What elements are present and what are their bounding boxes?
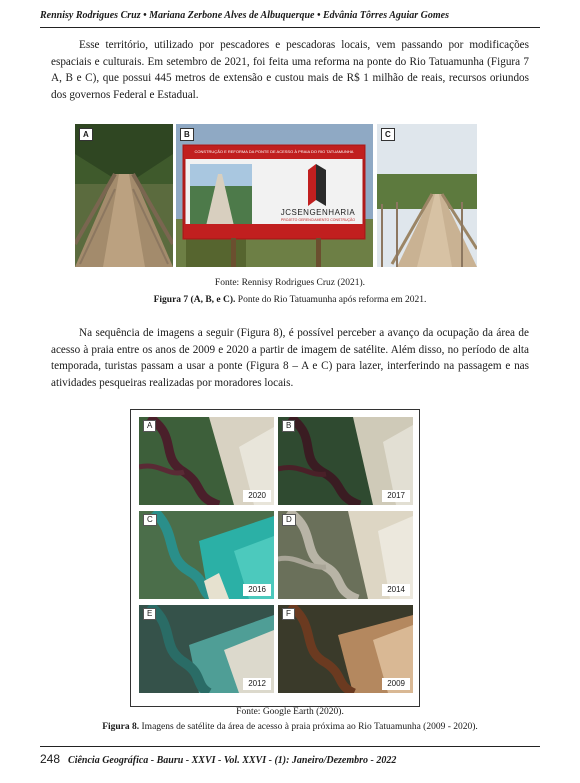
satellite-year-d: 2014 bbox=[382, 584, 410, 596]
satellite-label-f: F bbox=[282, 608, 295, 620]
satellite-label-c: C bbox=[143, 514, 157, 526]
satellite-panel-d bbox=[278, 511, 413, 599]
satellite-year-c: 2016 bbox=[243, 584, 271, 596]
construction-sign-photo bbox=[176, 124, 373, 267]
figure7-source: Fonte: Rennisy Rodrigues Cruz (2021). bbox=[214, 278, 366, 288]
satellite-year-a: 2020 bbox=[243, 490, 271, 502]
satellite-panel-a bbox=[139, 417, 274, 505]
sign-brand-text: JCSENGENHARIA bbox=[280, 208, 356, 217]
header-rule bbox=[40, 27, 540, 28]
figure7-caption bbox=[40, 295, 540, 305]
paragraph-1-text: Esse território, utilizado por pescadores e pescadoras locais, vem passando por modificações espaciais e culturais. Em setembro de 2021, foi feita uma reforma na ponte do Rio Tatuamunha (Figura 7 A, B e C), que possui 445 metros de extensão e custou mais de R$ 1 milhão de reais, recursos oriundos dos governos Federal e Estadual. bbox=[51, 39, 529, 101]
figure7-label-c: C bbox=[381, 128, 395, 141]
figure8-caption-label: Figura 8. bbox=[102, 722, 140, 732]
paragraph-1 bbox=[51, 37, 529, 103]
running-header: Rennisy Rodrigues Cruz • Mariana Zerbone Alves de Albuquerque • Edvânia Tôrres Aguiar Gomes bbox=[40, 10, 449, 21]
sign-title-text: CONSTRUÇÃO E REFORMA DA PONTE DE ACESSO À PRAIA DO RIO TATUAMUNHA bbox=[194, 149, 354, 154]
figure7-caption-text: Ponte do Rio Tatuamunha após reforma em 2021. bbox=[235, 295, 427, 305]
bridge-photo-a bbox=[75, 124, 173, 267]
satellite-panel-e bbox=[139, 605, 274, 693]
satellite-panel-f bbox=[278, 605, 413, 693]
paragraph-2-text: Na sequência de imagens a seguir (Figura 8), é possível perceber a avanço da ocupação da área de acesso à praia entre os anos de 2009 e 2020 a partir de imagem de satélite. Além disso, no período de alta temporada, turistas passam a usar a ponte (Figura 8 – A e C) para lazer, interferindo na passagem e nas atividades pesqueiras realizadas por moradores locais. bbox=[51, 327, 529, 389]
figure7-photo-b bbox=[176, 124, 373, 267]
satellite-label-b: B bbox=[282, 420, 295, 432]
satellite-panel-c bbox=[139, 511, 274, 599]
footer-rule bbox=[40, 746, 540, 747]
figure7-photo-a bbox=[75, 124, 173, 267]
satellite-year-b: 2017 bbox=[382, 490, 410, 502]
figure7-label-a: A bbox=[79, 128, 93, 141]
paragraph-2 bbox=[51, 325, 529, 391]
journal-citation: Ciência Geográfica - Bauru - XXVI - Vol. XXVI - (1): Janeiro/Dezembro - 2022 bbox=[68, 755, 397, 766]
figure7-photo-c bbox=[377, 124, 477, 267]
figure7-caption-label: Figura 7 (A, B, e C). bbox=[153, 295, 236, 305]
satellite-year-e: 2012 bbox=[243, 678, 271, 690]
satellite-panel-b bbox=[278, 417, 413, 505]
satellite-label-a: A bbox=[143, 420, 156, 432]
sign-tagline-text: PROJETO GERENCIAMENTO CONSTRUÇÃO bbox=[280, 218, 356, 222]
figure8-frame bbox=[130, 409, 420, 707]
figure7-label-b: B bbox=[180, 128, 194, 141]
figure8-source: Fonte: Google Earth (2020). bbox=[236, 707, 344, 717]
page-footer bbox=[40, 752, 396, 766]
figure8-caption-text: Imagens de satélite da área de acesso à praia próxima ao Rio Tatuamunha (2009 - 2020). bbox=[139, 722, 478, 732]
satellite-label-d: D bbox=[282, 514, 296, 526]
bridge-photo-c bbox=[377, 124, 477, 267]
satellite-label-e: E bbox=[143, 608, 156, 620]
satellite-year-f: 2009 bbox=[382, 678, 410, 690]
page-number: 248 bbox=[40, 752, 61, 766]
figure8-caption bbox=[40, 722, 540, 732]
